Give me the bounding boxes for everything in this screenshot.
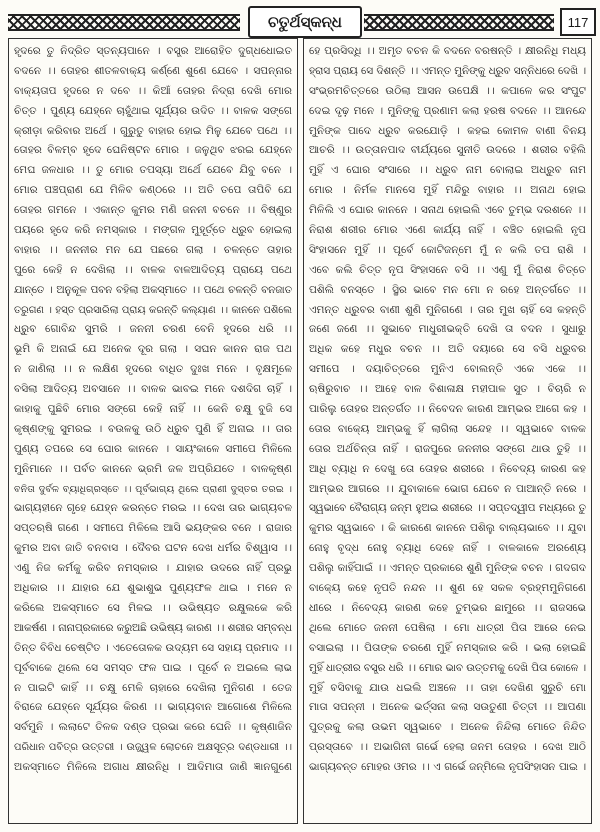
page-number: 117	[560, 8, 596, 36]
text-line: ବଦନେ ।। ତୋହର ଶୀତଳବାକ୍ୟ କର୍ଣ୍ଣେ ଶୁଣେ ଯେବେ । ସପନ୍ନାର	[14, 64, 292, 77]
page-header	[8, 6, 592, 36]
text-line: ହ୍ରାସ ପ୍ରାୟ ସେ ଦିଶନ୍ତି ।। ଏମନ୍ତ ମୁନିଙ୍କୁ ଧ୍ରୁବ ସନ୍ନିଧରେ ଦେଖି ।	[309, 64, 586, 77]
text-line: ପଶିଲୁ କାହିଁପାଇଁ ।। ଏମନ୍ତ ପ୍ରକାରେ ଶୁଣି ମୁନିଙ୍କ ବଚନ । ଗଦଗଦ	[309, 562, 586, 575]
text-line: ନୋହୁ ବୃଦ୍ଧ ନୋହୁ ବ୍ୟାଧି ଦେହେ ନାହିଁ । ବାଳକାଳେ ଅରଣ୍ୟେ	[309, 542, 586, 555]
text-line: କୁମର ସ୍ୱଭାବେ । କି କାରଣେ କାନନେ ପଶିଲୁ ବାଲ୍ୟଭାବେ ।। ଯୁବା	[309, 522, 586, 535]
text-line: ପରିଧାନ ପବିତ୍ର ଉତ୍ତରୀ । ଉଜ୍ଜ୍ୱଳ ଲୋଚନେ ଅକ୍ଷସୂତ୍ର ଦଣ୍ଡଧାରୀ ।।	[14, 742, 292, 754]
text-line: ଭାଗ୍ୟହୀନେ ଗୃହେ ଯେହ୍ନ କରନ୍ତେ ମରଇ ।। ଦେଖ ତାର ଭାଗ୍ୟବଳ	[14, 502, 292, 515]
text-line: ପୂର୍ବବାକେ ଥିଲେ ସେ ସମସ୍ତ ଫଳ ପାଇ । ପୂର୍ବେ ନ ଅଇଲେ ଲାଭ	[14, 661, 292, 674]
text-line: ସିଂହାସନେ ମୁହିଁ ।। ପୂର୍ବେ କୋଟିଜନ୍ମେ ମୁଁ ନ କଲି ତପ ରାଶି ।	[309, 243, 586, 256]
text-line: ବିରାଜେ ଯେହ୍ନେ ସୂର୍ଯ୍ୟର କିରଣ ।। ଭାଗ୍ୟବାନ ଆଗୋଶେ ମିଳିଲେ	[14, 701, 292, 714]
text-line: ଧ୍ରୁବ ଗୋବିନ୍ଦ ସୁମରି । ଜନନୀ ଚରଣ ବେନି ହୃଦରେ ଧରି ।।	[14, 323, 292, 336]
text-line: ପ୍ରସ୍ତାବେ ।। ଅଭାଗିନୀ ଗର୍ଭେ ହେଲା ଜନମ ତୋହର । ଦେଖ ଆଠି	[309, 741, 586, 754]
text-line: ମାତା ସପନ୍ନୀ । ଅନେକ ଭର୍ତ୍ସନା କଲା ସଉତୁଣୀ ଚିତ୍ତୀ ।। ଆପଣା	[309, 701, 586, 714]
text-line: ସଂଭ୍ରମଚିତ୍ତରେ ଉଠିଲା ଆସନ ଉପେକ୍ଷି ।। କପାଳେ କର ସଂପୁଟ	[309, 84, 586, 97]
text-line: ବାହାର ।। ଜନନୀର ମନ ଯେ ପଛରେ ଗଲା । ଚଳନ୍ତେ ତାହାର	[14, 243, 292, 256]
text-line: ମୋର । ନିର୍ମଳ ମାନସେ ମୁହିଁ ମନ୍ଦିରୁ ବାହାର ।। ଅନାଥ ହୋଇ	[309, 184, 586, 197]
text-line: ପୟରେ ହୃଦେ କରି ନମସ୍କାର । ମଙ୍ଗଳ ମୁହୂର୍ତ୍ତେ ଧ୍ରୁବ ହୋଇଲା	[14, 224, 292, 237]
text-line: ତୋର ବାକ୍ୟେ ଆମ୍ଭକୁ ହିଁ ଲାଗିଲା ସନ୍ଦେହ ।। ସ୍ୱଭାବେ ବାଳକ	[309, 422, 586, 435]
text-line: ହେ ପ୍ରସିଦ୍ଧି ।। ଅମୃତ ବଚନ କି ବଦନେ ବରଷନ୍ତି । କ୍ଷୀରନିଧି ମଧ୍ୟ	[309, 45, 586, 57]
text-line: ଥିଲେ ମୋତେ ଜନନୀ ପେଷିଲା । ମୋ ଧାତ୍ରୀ ପିତା ଆରେ ନେଇ	[309, 621, 586, 634]
text-line: ଭୂମି କି ଅନାଇଁ ଯେ ଅନେକ ଦୂର ଗଲା । ସଘନ କାନନ ରାଜ ପଥ	[14, 343, 292, 356]
text-line: ଆଚରି ।। ଉତ୍ତାନପାଦ ବୀର୍ଯ୍ୟରେ ସୁନୀତି ଉଦରେ । ଶରୀର ବହିଲି	[309, 144, 586, 157]
text-line: ମେଘ ଜଳଧାର ।। ତୁ ମୋର ତପସ୍ୟା ଅର୍ଥେ ଯେବେ ଯିବୁ ବନେ ।	[14, 164, 292, 177]
text-line: ତୋହର ବିଳମ୍ବ ହୃଦେ ଘେନିଷ୍ଟନ ମୋର । ଜଳୁଥିବ ଝରଇ ଯେହ୍ନେ	[14, 144, 292, 157]
text-column-left	[8, 38, 298, 824]
text-line: ପୁଣ୍ୟ ତପରେ ସେ ଘୋର କାନନେ । ସାୟଂକାଳେ ସମୀପେ ମିଳିଲେ	[14, 442, 292, 455]
text-line: ବାକ୍ୟେ କହେ ନୃପତି ନନ୍ଦନ ।। ଶୁଣ ହେ ସକଳ ବ୍ରହ୍ମମୁନିଗଣେ	[309, 582, 586, 595]
text-line: ମୁନିଙ୍କ ପାଦେ ଧ୍ରୁବ କରଯୋଡ଼ି । କହଇ କୋମଳ ବାଣୀ ବିନୟ	[309, 124, 586, 137]
text-line: ଅଧିକ କହେ ମଧୁର ବଚନ ।। ଅତି ଦୟାରେ ସେ ବସି ଧ୍ରୁବର	[309, 343, 586, 356]
decorative-border-right	[364, 14, 554, 31]
text-line: ନିରାଶ ଶରୀର ମୋର ଏଣେ କାର୍ଯ୍ୟ ନାହିଁ । ବଞ୍ଚିତ ହୋଇଲି ନୃପ	[309, 224, 586, 237]
text-line: ସ୍ୱଭାବେ ବୈରାଗ୍ୟ ଜନ୍ମ ହୁଅଇ ଶରୀରେ ।। ସପ୍ତଦ୍ୱୀପ ମଧ୍ୟରେ ତୁ	[309, 502, 586, 515]
text-line: ଏବେ କଲି ଚିତ୍ତ ନୃପ ସିଂହାସନେ ବସି ।। ଏଣୁ ମୁଁ ନିରାଶ ଚିତ୍ତେ	[309, 263, 586, 276]
text-line: କରିଲେ ଅକସ୍ମାତେ ସେ ମିଳଇ ।। ଉଭିଷ୍ୟତ ରକ୍ଷୁଲକେ କରି	[14, 601, 292, 614]
text-line: ପୁତ୍ରକୁ କଲା ଉଭମ ସ୍ୱଭାବେ । ଅନେକ ନିନ୍ଦିଲା ମୋତେ ନିନ୍ଦିତ	[309, 721, 586, 734]
text-line: କୁମର ଅବା ଜାତି ବନବାସ । ଦୈବର ଘଟନ ଦେଖ ଧର୍ମର ବିଶ୍ୱାସ ।।	[14, 542, 292, 555]
text-line: ତୋର ଅର୍ଥଚିନ୍ତା ନାହିଁ । ରାଜପୁରେ ଜନନୀର ସଙ୍ଗେ ଥାଉ ତୁହି ।।	[309, 442, 586, 455]
text-line: ମୁନିମାନେ ।। ପର୍ବତ କାନନେ ଭ୍ରମି ଜଳ ଅପ୍ରିଯତେ । ବାଳକୃଷ୍ଣ	[14, 462, 292, 475]
text-line: ଭାଗ୍ୟବନ୍ତ ମୋହର ଓମର ।। ଏ ଗର୍ଭେ ଜନ୍ମିଲେ ନୃପସିଂହାସନ ପାଇ ।	[309, 761, 586, 774]
text-line: ନ ପାଇଟି କାହିଁ ।। ଚକ୍ଷୁ ମେଳି ଚାହାରେ ଦେଖିଲା ମୁନିଗଣ । ତେଜ	[14, 681, 292, 694]
text-line: ଦେଇ ଦୃଢ଼ ମନେ । ମୁନିଙ୍କୁ ପ୍ରଣାମ କଲା ହରଷ ବଦନେ ।। ଆନନ୍ଦେ	[309, 104, 586, 117]
text-line: ହୃଦରେ ତୁ ନିଦ୍ରିତ ସ୍ତନ୍ୟପାନେ । ବସ୍ତ୍ର ଆରୋହିତ ଦୁଗ୍ଧଧୋଇତ	[14, 45, 292, 57]
text-line: ମୋର ପଞ୍ଚପ୍ରାଣ ଯେ ମିଳିବ କଣ୍ଠରେ ।। ଅତି ତପେ ତାପିବି ଯେ	[14, 184, 292, 197]
text-line: ସପ୍ତଋଷି ଗଣେ । ସମୀପେ ମିଳିଲେ ଆସି ଭୟଙ୍କର ବନେ । ରାଜାର	[14, 522, 292, 535]
chapter-title: ଚତୁର୍ଥସ୍କନ୍ଧ	[248, 6, 362, 38]
text-line: ମିଳିଲି ଏ ଘୋର କାନନେ । ସନାଥ ହୋଇଲି ଏବେ ତୁମ୍ଭ ଦରଶନେ ।।	[309, 204, 586, 217]
text-line: ତିନ୍ତ ବିବିଧ ଚେଷ୍ଟିତ । ଏତେତୋଳକ ଉଦ୍ୟମ ସେ ସହାୟ ପ୍ରମାଦ ।।	[14, 641, 292, 654]
text-line: ଏଣୁ ନିଜ କର୍ମକୁ କରିବ ନମସ୍କାର । ଯାହାର ଉଦରେ ନାହିଁ ପ୍ରଭୁ	[14, 562, 292, 575]
text-line: ପାରିଲୁ ତୋହର ଅନ୍ତର୍ଗତ ।। ନିବେଦନ କାରଣ ଆମ୍ଭର ଆଗେ କହ ।	[309, 403, 586, 416]
text-line: ଯାନ୍ତେ । ଅନୁକୂଳ ପବନ ବହିଲା ଅକସ୍ମାତେ ।। ପଥେ ଚଳନ୍ତି ବନଜାତ	[14, 283, 292, 296]
text-line: ଅକସ୍ମାତେ ମିଳିଲେ ଅଗାଧ କ୍ଷୀରନିଧି । ଆଦିମାତା ଜାଣି ଜ୍ଞାନଗୁଣେ	[14, 761, 292, 774]
text-line: କ୍ରୀଡ଼ା କରିବାର ଅର୍ଥେ । ଗୁରୁତୁ ବାହାର ହୋଇ ମିଳୁ ଯେବେ ପଥେ ।।	[14, 124, 292, 137]
text-line: ସମୀପେ । ଦୟାଚିତ୍ତରେ ମୁନିଏ ବୋଲନ୍ତି ଏକେ ଏକେ ।।	[309, 363, 586, 376]
text-line: ବସିଲା ଆଦିତ୍ୟ ଅବସାନେ ।। ବାଳକ ଭାବଇ ମନେ ଦଶଦିଗ ଚାହିଁ ।	[14, 383, 292, 396]
text-line: ନ ଜାଣିଲା ।। ନ ଲକ୍ଷିଣ ହୃଦରେ ବାଧିତ ଦୁଃଖ ମନେ । ବୃକ୍ଷମୂଳେ	[14, 363, 292, 376]
text-line: ଏମନ୍ତ ଧ୍ରୁବର ବାଣୀ ଶୁଣି ମୁନିଗଣେ । ତାର ମୁଖ ଚାହିଁ ସେ କହନ୍ତି	[309, 303, 586, 316]
text-line: ତରୁଗଣ । ହସ୍ତ ପ୍ରସାରିଲା ପ୍ରାୟ କରନ୍ତି କଲ୍ୟାଣ ।। କାନନେ ପଶିଲେ	[14, 304, 292, 316]
text-line: ଆଧି ବ୍ୟାଧି ନ ଦେଖୁ ତୋ ତୋହର ଶରୀରେ । ନିବେଦ୍ୟ କାରଣ କହ	[309, 462, 586, 475]
text-line: ଅଧିକାର ।। ଯାହାର ଯେ ଶୁଭାଶୁଭ ପୁଣ୍ୟଫଳ ଥାଇ । ମନେ ନ	[14, 582, 292, 595]
text-line: ଋଷିରୁବାଚ ।। ଆହେ ବାଳ ବିଶାଳାକ୍ଷ ମହୀପାଳ ସୁତ । ବିଚାରି ନ	[309, 383, 586, 396]
text-line: ବାକ୍ୟତାପ ହୃଦରେ ନ ଦବେ ।। କିଆଁ ତୋହର ନିଦ୍ରା ଦେଖି ମୋର	[14, 84, 292, 97]
text-line: ଆମ୍ଭର ଆଗରେ ।। ଯୁବାକାଳେ ଭୋଗ ଯେବେ ନ ପାଆନ୍ତି ନରେ ।	[309, 482, 586, 495]
text-column-right	[303, 38, 592, 824]
text-line: କୃଷ୍ଣଙ୍କୁ ସୁମରଇ । ବଉଳକୁ ଉଠି ଧ୍ରୁବ ପୁଣି ହିଁ ଅନାଇ ।। ତାର	[14, 422, 292, 435]
text-line: ପୁରେ କେହି ନ ଦେଖିଲା ।। ବାଳକ ବାଳଆଦିତ୍ୟ ପ୍ରାୟେ ପଥେ	[14, 263, 292, 276]
text-line: କାହାକୁ ପୁଛିବି ମୋର ସଙ୍ଗେ କେହି ନାହିଁ ।। କେନି ଚକ୍ଷୁ ବୁଜି ସେ	[14, 403, 292, 416]
decorative-border-left	[8, 14, 240, 31]
text-line: ପଶିଲି ବନସ୍ତେ । ସ୍ଥିର ଭାବେ ମନ ମୋ ନ ରହେ ଅନ୍ତର୍ଗତେ ।।	[309, 283, 586, 296]
text-line: ଜଣେ ଜଣେ ।। ସୁଭାବେ ମାଧୁରୀଭକ୍ତି ଦେଖି ତା ବଦନ । ସୁଧାରୁ	[309, 323, 586, 336]
text-line: ଆକର୍ଷଣ । ନାନାପ୍ରକାରେ କରୁଅଛି ଉଭିଷ୍ୟ କାରଣ ।। ଶରୀର ସମ୍ବନ୍ଧ	[14, 621, 292, 634]
text-line: ମୁହିଁ ଏ ଘୋର ସଂସାରେ ।। ଧ୍ରୁବ ନାମ ବୋଲାଇ ଅଧ୍ରୁବ ନାମ	[309, 164, 586, 177]
text-line: ତୋହର ଗମନେ । ଏକାନ୍ତ କୁମର ମଣି ଜନନୀ ବଚନେ ।। ବିଷ୍ଣୁର	[14, 204, 292, 217]
text-line: ମୁହିଁ ବସିବାକୁ ଯାଉ ଧଇଲି ଅଞ୍ଚଳେ ।। ତାହା ଦେଖିଣ ସୁରୁଚି ମୋ	[309, 681, 586, 694]
text-line: ମୁହିଁ ଧାତ୍ରୀର ବସ୍ତ୍ର ଧରି ।। ମୋର ଭାବ ଉତ୍ତମକୁ ଦେଖି ପିତା କୋଳେ ।	[309, 661, 586, 674]
text-line: ଧୀରେ । ନିବେଦ୍ୟ କାରଣ କହେ ତୁମ୍ଭର ଛାମୁରେ ।। ରାଜସଭେ	[309, 601, 586, 614]
text-line: ଚିତ୍ତ । ପୁଣ୍ୟ ଯେହ୍ନେ ଚାହୁଁଥାଇ ସୂର୍ଯ୍ୟର ଉଦିତ ।। ବାଳକ ସଙ୍ଗେ	[14, 104, 292, 117]
text-line: ବନିତା ଦୁର୍ବଳ ବ୍ୟାଧିଗ୍ରସ୍ତେ ।। ପୂର୍ବଭାଗ୍ୟ ଥିଲେ ପ୍ରାଣୀ ଦୁସ୍ତର ତରଇ ।	[14, 483, 292, 495]
text-line: ବସାଇଲା ।। ପିତାଙ୍କ ଚରଣେ ମୁହିଁ ନମସ୍କାର କରି । ଭଲା ହୋଇଛି	[309, 641, 586, 654]
text-line: ସର୍ବମୁନି । ଲଲାଟେ ତିଳକ ଦଣ୍ଡ ପ୍ରଭା କରେ ଘେନି ।। କୃଷ୍ଣାଜିନ	[14, 721, 292, 734]
